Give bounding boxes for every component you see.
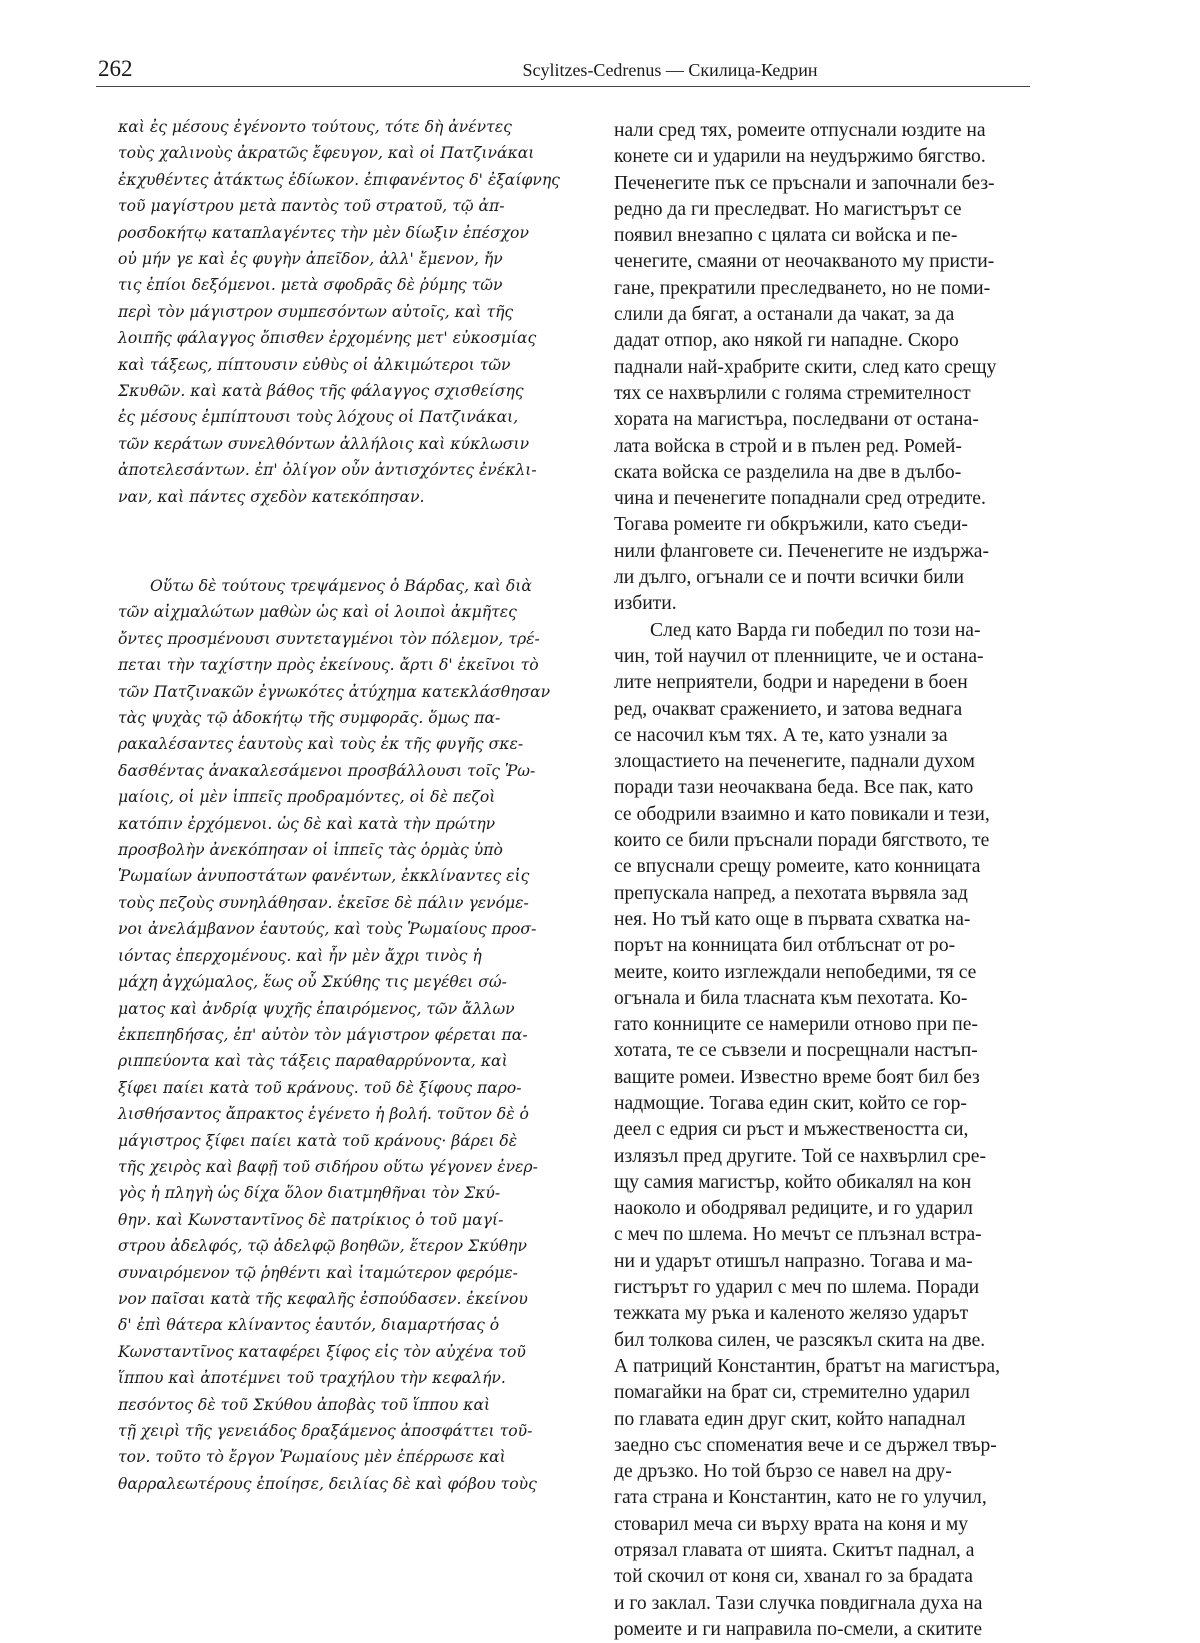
translation-text-line: наоколо и ободрявал редиците, и го ударил (614, 1198, 973, 1220)
greek-text-line: λισθήσαντος ἄπρακτος ἐγένετο ἡ βολή. τοῦτον δὲ ὁ (118, 1105, 529, 1124)
translation-text-line: слили да бягат, а останали да чакат, за да (614, 304, 955, 326)
greek-text-line: μαίοις, οἱ μὲν ἱππεῖς προδραμόντες, οἱ δὲ πεζοὶ (118, 788, 496, 807)
greek-text-line: θην. καὶ Κωνσταντῖνος δὲ πατρίκιος ὁ τοῦ μαγί- (118, 1210, 504, 1229)
translation-text-line: отрязал главата от шията. Скитът паднал, а (614, 1540, 975, 1562)
translation-text-line: дадат отпор, ако някой ги нападне. Скоро (614, 330, 959, 352)
translation-text-line: огънала и била тласната към пехотата. Ко- (614, 987, 968, 1009)
translation-text-line: избити. (614, 593, 677, 615)
translation-text-line: се насочил към тях. А те, като узнали за (614, 724, 948, 746)
greek-text-line: τὰς ψυχὰς τῷ ἀδοκήτῳ τῆς συμφορᾶς. ὅμως πα- (118, 709, 501, 728)
translation-text-line: се ободрили взаимно и като повикали и тези, (614, 803, 990, 825)
greek-text-line: μάγιστρος ξίφει παίει κατὰ τοῦ κράνους· βάρει δὲ (118, 1131, 518, 1150)
bulgarian-translation-column (614, 118, 1106, 1643)
greek-text-line: νοι ἀνελάμβανον ἑαυτούς, καὶ τοὺς Ῥωμαίους προσ- (118, 920, 537, 939)
greek-text-line: ἀποτελεσάντων. ἐπ' ὀλίγον οὖν ἀντισχόντες ἐνέκλι- (118, 461, 537, 480)
translation-text-line: деел с едрия си ръст и мъжествеността си, (614, 1119, 969, 1141)
greek-text-line: τῶν αἰχμαλώτων μαθὼν ὡς καὶ οἱ λοιποὶ ἀκμῆτες (118, 603, 517, 622)
greek-text-line: ἐκχυθέντες ἀτάκτως ἐδίωκον. ἐπιφανέντος δ' ἐξαίφνης (118, 170, 560, 189)
translation-text-line: заедно със споменатия вече и се държел твър- (614, 1434, 997, 1456)
translation-text-line: чина и печенегите попаднали сред отредите. (614, 488, 986, 510)
translation-text-line: гато конниците се намерили отново при пе- (614, 1014, 978, 1036)
translation-text-line: излязъл пред другите. Той се нахвърлил сре- (614, 1145, 986, 1167)
translation-text-line: ващите ромеи. Известно време боят бил без (614, 1066, 980, 1088)
translation-text-line: които се били пръснали поради бягството, те (614, 830, 990, 852)
translation-text-line: щу самия магистър, който обикалял на кон (614, 1171, 972, 1193)
greek-text-line: ἐκπεπηδήσας, ἐπ' αὐτὸν τὸν μάγιστρον φέρεται πα- (118, 1025, 528, 1044)
greek-text-line: ὄντες προσμένουσι συντεταγμένοι τὸν πόλεμον, τρέ- (118, 629, 540, 648)
greek-text-line: τῇ χειρὶ τῆς γενειάδος δραξάμενος ἀποσφάττει τοῦ- (118, 1422, 533, 1440)
translation-text-line: ромеите и ги направила по-смели, а скитите (614, 1618, 983, 1640)
greek-text-line: Ῥωμαίων ἀνυποστάτων φανέντων, ἐκκλίναντες εἰς (118, 867, 530, 886)
greek-text-line: τῆς χειρὸς καὶ βαφῇ τοῦ σιδήρου οὕτω γέγονεν ἐνερ- (118, 1157, 538, 1176)
translation-text-line: тях се нахвърлили с голяма стремителност (614, 382, 971, 404)
translation-text-line: тежката му ръка и каленото желязо ударът (614, 1303, 969, 1325)
translation-text-line: гане, прекратили преследването, но не поми- (614, 277, 991, 299)
greek-text-line: Οὕτω δὲ τούτους τρεψάμενος ὁ Βάρδας, καὶ διὰ (150, 577, 532, 595)
greek-text-line: ιόντας ἐπερχομένους. καὶ ἦν μὲν ἄχρι τινὸς ἡ (118, 946, 482, 965)
greek-text-line: πεται τὴν ταχίστην πρὸς ἐκείνους. ἄρτι δ' ἐκεῖνοι τὸ (118, 656, 539, 675)
translation-text-line: Печенегите пък се пръснали и започнали без- (614, 172, 995, 194)
greek-text-line: καὶ ἐς μέσους ἐγένοντο τούτους, τότε δὴ ἀνέντες (118, 118, 512, 136)
greek-text-line: περὶ τὸν μάγιστρον συμπεσόντων αὐτοῖς, καὶ τῆς (118, 302, 514, 321)
translation-text-line: поради тази неочаквана беда. Все пак, като (614, 777, 974, 799)
greek-text-line: προσβολὴν ἀνεκόπησαν οἱ ἱππεῖς τὰς ὁρμὰς ὑπὸ (118, 841, 503, 860)
greek-text-line: μάχη ἀγχώμαλος, ἕως οὗ Σκύθης τις μεγέθει σώ- (118, 973, 507, 992)
translation-text-line: надмощие. Тогава един скит, който се гор- (614, 1092, 967, 1114)
translation-text-line: ската войска се разделила на две в дълбо- (614, 461, 962, 483)
header-rule (96, 86, 1030, 87)
greek-text-line: ξίφει παίει κατὰ τοῦ κράνους. τοῦ δὲ ξίφους παρο- (118, 1078, 522, 1097)
translation-text-line: порът на конницата бил отблъснат от ро- (614, 935, 956, 957)
greek-text-line: Κωνσταντῖνος καταφέρει ξίφος εἰς τὸν αὐχένα τοῦ (118, 1342, 526, 1361)
greek-text-line: ἐς μέσους ἐμπίπτουσι τοὺς λόχους οἱ Πατζινάκαι, (118, 408, 519, 427)
greek-text-line: κατόπιν ἐρχόμενοι. ὡς δὲ καὶ κατὰ τὴν πρώτην (118, 814, 496, 833)
greek-text-line: ριππεύοντα καὶ τὰς τάξεις παραθαρρύνοντα, καὶ (118, 1052, 508, 1071)
translation-text-line: злощастието на печенегите, паднали духом (614, 751, 975, 773)
greek-text-line: ματος καὶ ἀνδρίᾳ ψυχῆς ἐπαιρόμενος, τῶν ἄλλων (118, 999, 515, 1018)
translation-text-line: Тогава ромеите ги обкръжили, като съеди- (614, 514, 968, 536)
translation-text-line: хората на магистъра, последвани от остана- (614, 409, 979, 431)
greek-text-line: θαρραλεωτέρους ἐποίησε, δειλίας δὲ καὶ φόβου τοὺς (118, 1474, 537, 1493)
greek-text-line: τοὺς πεζοὺς συνηλάθησαν. ἐκεῖσε δὲ πάλιν γενόμε- (118, 893, 529, 912)
greek-text-line: τοῦ μαγίστρου μετὰ παντὸς τοῦ στρατοῦ, τῷ ἀπ- (118, 197, 505, 216)
translation-text-line: и го заклал. Тази случка повдигнала духа на (614, 1592, 983, 1614)
greek-text-line: ροσδοκήτῳ καταπλαγέντες τὴν μὲν δίωξιν ἐπέσχον (118, 223, 529, 242)
translation-text-line: де дръзко. Но той бързо се навел на дру- (614, 1461, 952, 1483)
greek-text-line: τις ἐπίοι δεξόμενοι. μετὰ σφοδρᾶς δὲ ῥύμης τῶν (118, 276, 503, 295)
translation-text-line: нали сред тях, ромеите отпуснали юздите на (614, 120, 986, 141)
translation-text-line: бил толкова силен, че разсякъл скита на две. (614, 1329, 986, 1351)
translation-text-line: А патриций Константин, братът на магистъра, (614, 1355, 1001, 1377)
translation-text-line: по главата един друг скит, който нападнал (614, 1408, 966, 1430)
translation-text-line: гистърът го ударил с меч по шлема. Поради (614, 1277, 980, 1299)
greek-text-line: νον παῖσαι κατὰ τῆς κεφαλῆς ἐσπούδασεν. ἐκείνου (118, 1289, 528, 1308)
greek-text-line: πεσόντος δὲ τοῦ Σκύθου ἀποβὰς τοῦ ἵππου καὶ (118, 1395, 491, 1414)
translation-text-line: препускала напред, а пехотата вървяла зад (614, 882, 968, 904)
translation-text-line: гата страна и Константин, като не го улучил, (614, 1487, 987, 1509)
translation-text-line: той скочил от коня си, хванал го за брадата (614, 1566, 973, 1588)
translation-text-line: нея. Но тъй като още в първата схватка на- (614, 908, 971, 930)
translation-text-line: редно да ги преследват. Но магистърът се (614, 198, 962, 220)
translation-text-line: конете си и ударили на неудържимо бягство. (614, 146, 986, 168)
greek-text-line: ἵππου καὶ ἀποτέμνει τοῦ τραχήλου τὴν κεφαλήν. (118, 1369, 506, 1388)
translation-text-line: лата войска в строй и в пълен ред. Ромей- (614, 435, 962, 457)
page-number: 262 (98, 56, 133, 81)
greek-text-line: τῶν κεράτων συνελθόντων ἀλλήλοις καὶ κύκλωσιν (118, 434, 530, 453)
greek-text-line: Σκυθῶν. καὶ κατὰ βάθος τῆς φάλαγγος σχισθείσης (118, 382, 524, 401)
translation-text-line: нили фланговете си. Печенегите не издържа- (614, 540, 989, 562)
greek-text-line: συναιρόμενον τῷ ῥηθέντι καὶ ἰταμώτερον φερόμε- (118, 1263, 518, 1282)
greek-text-line: γὸς ἡ πληγὴ ὡς δίχα ὅλον διατμηθῆναι τὸν Σκύ- (118, 1184, 501, 1203)
translation-text-line: ли дълго, огънали се и почти всички били (614, 567, 964, 589)
greek-text-line: τῶν Πατζινακῶν ἐγνωκότες ἀτύχημα κατεκλάσθησαν (118, 682, 551, 701)
greek-text-line: δ' ἐπὶ θάτερα κλίναντος ἑαυτόν, διαμαρτήσας ὁ (118, 1316, 500, 1335)
greek-text-line: καὶ τάξεως, πίπτουσιν εὐθὺς οἱ ἀλκιμώτεροι τῶν (118, 355, 511, 374)
translation-text-line: ред, очакват сражението, и затова веднага (614, 698, 963, 720)
translation-text-line: появил внезапно с цялата си войска и пе- (614, 225, 958, 247)
translation-text-line: с меч по шлема. Но мечът се плъзнал встра- (614, 1224, 982, 1246)
greek-text-block-2 (118, 573, 598, 1497)
translation-text-line: меите, които изглеждали непобедими, тя се (614, 961, 977, 983)
running-head: Scylitzes-Cedrenus — Скилица-Кедрин (522, 60, 818, 80)
greek-text-line: οὐ μήν γε καὶ ἐς φυγὴν ἀπεῖδον, ἀλλ' ἔμενον, ἤν (118, 250, 503, 269)
translation-text-line: хотата, те се съвзели и посрещнали настъп- (614, 1040, 978, 1062)
greek-text-line: λοιπῆς φάλαγγος ὄπισθεν ἐρχομένης μετ' εὐκοσμίας (118, 329, 537, 348)
translation-text-line: лите неприятели, бодри и наредени в боен (614, 672, 968, 694)
greek-text-line: τοὺς χαλινοὺς ἀκρατῶς ἔφευγον, καὶ οἱ Πατζινάκαι (118, 144, 535, 163)
greek-text-block-1 (118, 114, 598, 510)
translation-text-line: помагайки на брат си, стремително ударил (614, 1382, 970, 1404)
greek-text-line: τον. τοῦτο τὸ ἔργον Ῥωμαίους μὲν ἐπέρρωσε καὶ (118, 1448, 506, 1467)
translation-text-line: ченегите, смаяни от неочакваното му присти- (614, 251, 995, 273)
greek-text-line: ρακαλέσαντες ἑαυτοὺς καὶ τοὺς ἐκ τῆς φυγῆς σκε- (118, 735, 524, 754)
greek-text-line: δασθέντας ἀνακαλεσάμενοι προσβάλλουσι τοῖς Ῥω- (118, 761, 536, 780)
translation-text-line: чин, той научил от пленниците, че и остана- (614, 645, 984, 667)
translation-text-line: стоварил меча си върху врата на коня и му (614, 1513, 969, 1535)
translation-text-line: се впуснали срещу ромеите, като конницата (614, 856, 981, 878)
translation-text-line: паднали най-храбрите скити, след като срещу (614, 356, 997, 378)
greek-text-line: στρου ἀδελφός, τῷ ἀδελφῷ βοηθῶν, ἕτερον Σκύθην (118, 1237, 527, 1256)
translation-text-line: След като Варда ги победил по този на- (650, 619, 981, 641)
translation-text-line: ни и ударът отишъл напразно. Тогава и ма- (614, 1250, 973, 1272)
greek-text-line: ναν, καὶ πάντες σχεδὸν κατεκόπησαν. (118, 487, 425, 506)
